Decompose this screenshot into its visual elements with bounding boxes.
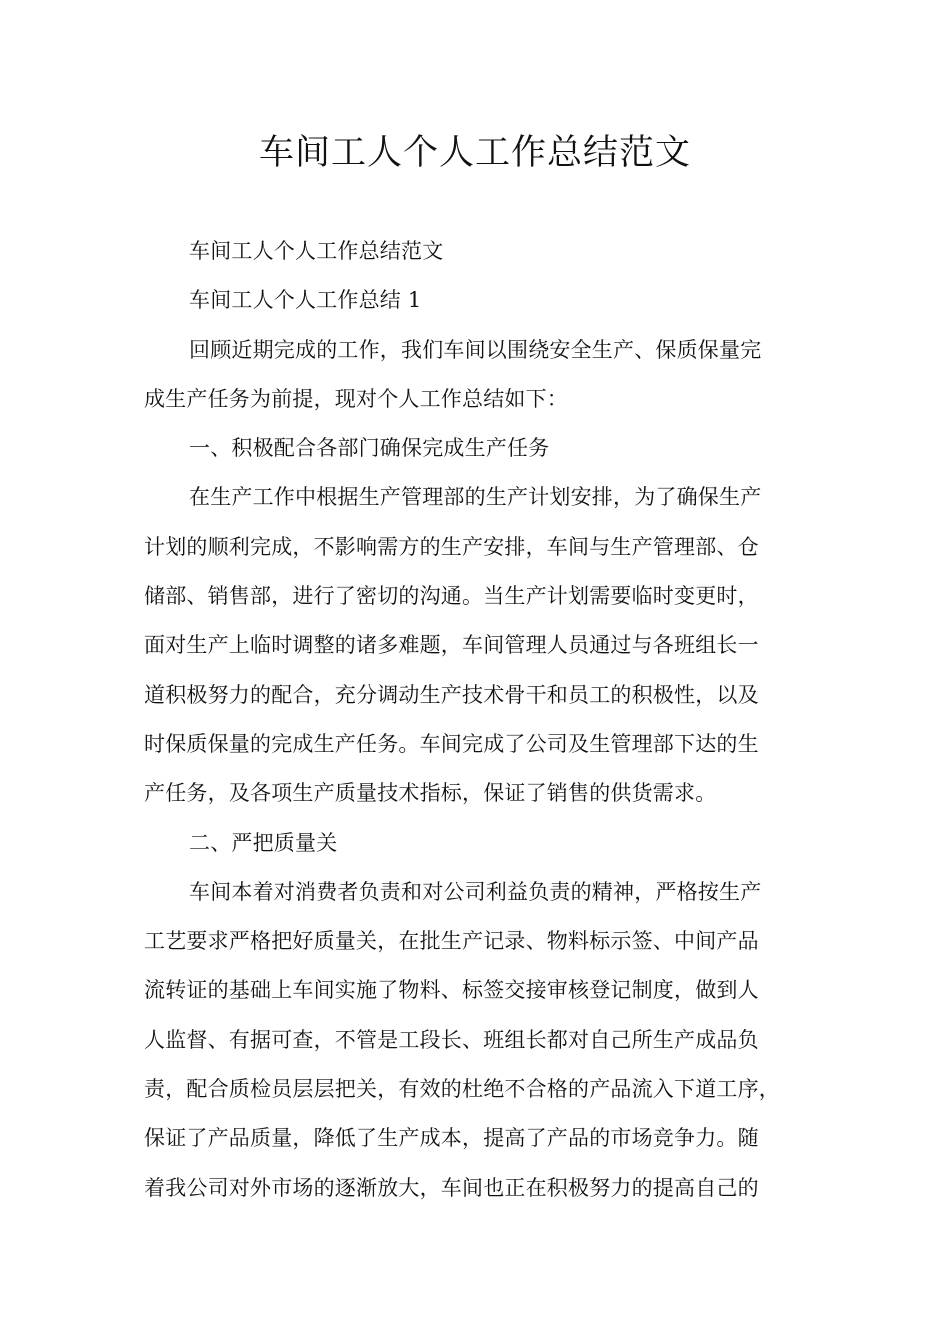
- text-line: 面对生产上临时调整的诸多难题，车间管理人员通过与各班组长一: [144, 633, 759, 658]
- text-line: 道积极努力的配合，充分调动生产技术骨干和员工的积极性，以及: [144, 682, 759, 707]
- text-line: 产任务，及各项生产质量技术指标，保证了销售的供货需求。: [144, 781, 717, 806]
- text-line: 储部、销售部，进行了密切的沟通。当生产计划需要临时变更时，: [144, 584, 759, 609]
- text-line: 着我公司对外市场的逐渐放大，车间也正在积极努力的提高自己的: [144, 1175, 759, 1200]
- text-line: 成生产任务为前提，现对个人工作总结如下：: [144, 386, 568, 411]
- text-line: 回顾近期完成的工作，我们车间以围绕安全生产、保质保量完: [189, 337, 762, 362]
- text-line: 保证了产品质量，降低了生产成本，提高了产品的市场竞争力。随: [144, 1126, 759, 1151]
- text-line: 人监督、有据可查，不管是工段长、班组长都对自己所生产成品负: [144, 1027, 759, 1052]
- text-line: 责，配合质检员层层把关，有效的杜绝不合格的产品流入下道工序，: [144, 1077, 780, 1102]
- text-line: 计划的顺利完成，不影响需方的生产安排，车间与生产管理部、仓: [144, 534, 759, 559]
- document-title: 车间工人个人工作总结范文: [258, 133, 691, 173]
- document-body: [144, 227, 824, 1213]
- text-line: 二、严把质量关: [189, 830, 338, 855]
- text-line: 时保质保量的完成生产任务。车间完成了公司及生管理部下达的生: [144, 731, 759, 756]
- text-line: 一、积极配合各部门确保完成生产任务: [189, 436, 550, 461]
- text-line: 工艺要求严格把好质量关，在批生产记录、物料标示签、中间产品: [144, 929, 759, 954]
- text-line: 流转证的基础上车间实施了物料、标签交接审核登记制度，做到人: [144, 978, 759, 1003]
- text-line: 在生产工作中根据生产管理部的生产计划安排，为了确保生产: [189, 485, 762, 510]
- text-line: 车间工人个人工作总结范文: [189, 239, 444, 263]
- text-line: 车间工人个人工作总结 1: [189, 288, 422, 313]
- text-line: 车间本着对消费者负责和对公司利益负责的精神，严格按生产: [189, 879, 762, 904]
